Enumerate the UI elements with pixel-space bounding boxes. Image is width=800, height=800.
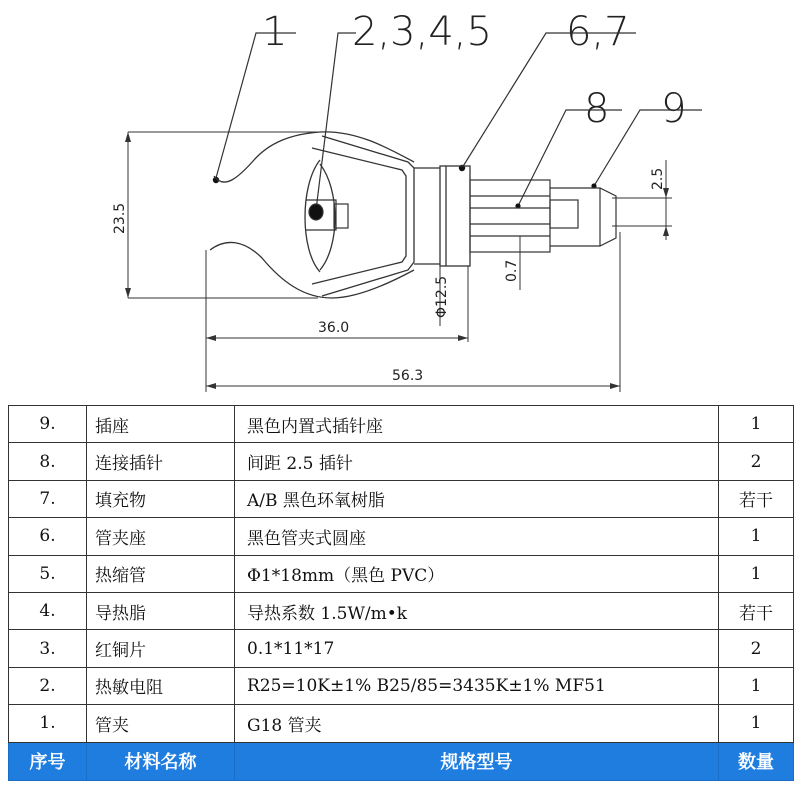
dim-pin-pitch: 2.5 bbox=[650, 167, 666, 190]
row-number-cell: 2. bbox=[9, 667, 87, 704]
spec-model-cell: 导热系数 1.5W/m•k bbox=[235, 592, 719, 629]
quantity-cell: 1 bbox=[719, 705, 794, 742]
header-cell: 序号 bbox=[9, 742, 87, 780]
callout-2-3-4-5: 2,3,4,5 bbox=[352, 9, 492, 55]
table-row bbox=[9, 443, 794, 480]
dim-height: 23.5 bbox=[112, 202, 128, 234]
material-name-cell: 热缩管 bbox=[87, 555, 235, 592]
row-number-cell: 3. bbox=[9, 630, 87, 667]
table-row bbox=[9, 592, 794, 629]
dim-length-total: 56.3 bbox=[392, 368, 424, 384]
callout-1: 1 bbox=[262, 9, 288, 55]
header-cell: 规格型号 bbox=[235, 742, 719, 780]
quantity-cell: 若干 bbox=[719, 592, 794, 629]
dim-pin-size: 0.7 bbox=[504, 259, 520, 282]
quantity-cell: 2 bbox=[719, 443, 794, 480]
table-row bbox=[9, 555, 794, 592]
socket-drawing bbox=[470, 180, 616, 252]
material-name-cell: 填充物 bbox=[87, 480, 235, 517]
material-name-cell: 管夹 bbox=[87, 705, 235, 742]
row-number-cell: 5. bbox=[9, 555, 87, 592]
spec-model-cell: 黑色管夹式圆座 bbox=[235, 518, 719, 555]
row-number-cell: 6. bbox=[9, 518, 87, 555]
dimension-arrows bbox=[125, 132, 669, 389]
row-number-cell: 8. bbox=[9, 443, 87, 480]
quantity-cell: 1 bbox=[719, 555, 794, 592]
quantity-cell: 2 bbox=[719, 630, 794, 667]
table-row bbox=[9, 518, 794, 555]
header-cell: 数量 bbox=[719, 742, 794, 780]
quantity-cell: 1 bbox=[719, 518, 794, 555]
table-row bbox=[9, 630, 794, 667]
callout-8: 8 bbox=[584, 86, 610, 132]
spec-model-cell: 黑色内置式插针座 bbox=[235, 406, 719, 443]
row-number-cell: 7. bbox=[9, 480, 87, 517]
row-number-cell: 1. bbox=[9, 705, 87, 742]
leader-lines bbox=[216, 33, 702, 210]
spec-model-cell: G18 管夹 bbox=[235, 705, 719, 742]
table-row bbox=[9, 406, 794, 443]
material-name-cell: 红铜片 bbox=[87, 630, 235, 667]
row-number-cell: 9. bbox=[9, 406, 87, 443]
material-name-cell: 热敏电阻 bbox=[87, 667, 235, 704]
spec-model-cell: R25=10K±1% B25/85=3435K±1% MF51 bbox=[235, 667, 719, 704]
table-row bbox=[9, 667, 794, 704]
material-name-cell: 连接插针 bbox=[87, 443, 235, 480]
bom-body bbox=[9, 406, 794, 781]
leader-dots bbox=[213, 165, 597, 214]
dim-length-inner: 36.0 bbox=[318, 320, 350, 336]
row-number-cell: 4. bbox=[9, 592, 87, 629]
quantity-cell: 1 bbox=[719, 667, 794, 704]
table-row bbox=[9, 705, 794, 742]
table-header-row bbox=[9, 742, 794, 780]
quantity-cell: 1 bbox=[719, 406, 794, 443]
material-name-cell: 插座 bbox=[87, 406, 235, 443]
table-row bbox=[9, 480, 794, 517]
spec-model-cell: 0.1*11*17 bbox=[235, 630, 719, 667]
quantity-cell: 若干 bbox=[719, 480, 794, 517]
callout-9: 9 bbox=[661, 86, 687, 132]
header-cell: 材料名称 bbox=[87, 742, 235, 780]
thermistor-drawing bbox=[306, 200, 348, 230]
material-name-cell: 导热脂 bbox=[87, 592, 235, 629]
spec-model-cell: A/B 黑色环氧树脂 bbox=[235, 480, 719, 517]
spec-model-cell: Φ1*18mm（黑色 PVC） bbox=[235, 555, 719, 592]
callout-6-7: 6,7 bbox=[566, 9, 630, 55]
bill-of-materials-table bbox=[8, 405, 794, 781]
dim-diameter: Φ12.5 bbox=[434, 275, 450, 318]
spec-model-cell: 间距 2.5 插针 bbox=[235, 443, 719, 480]
material-name-cell: 管夹座 bbox=[87, 518, 235, 555]
holder-drawing bbox=[305, 136, 470, 296]
